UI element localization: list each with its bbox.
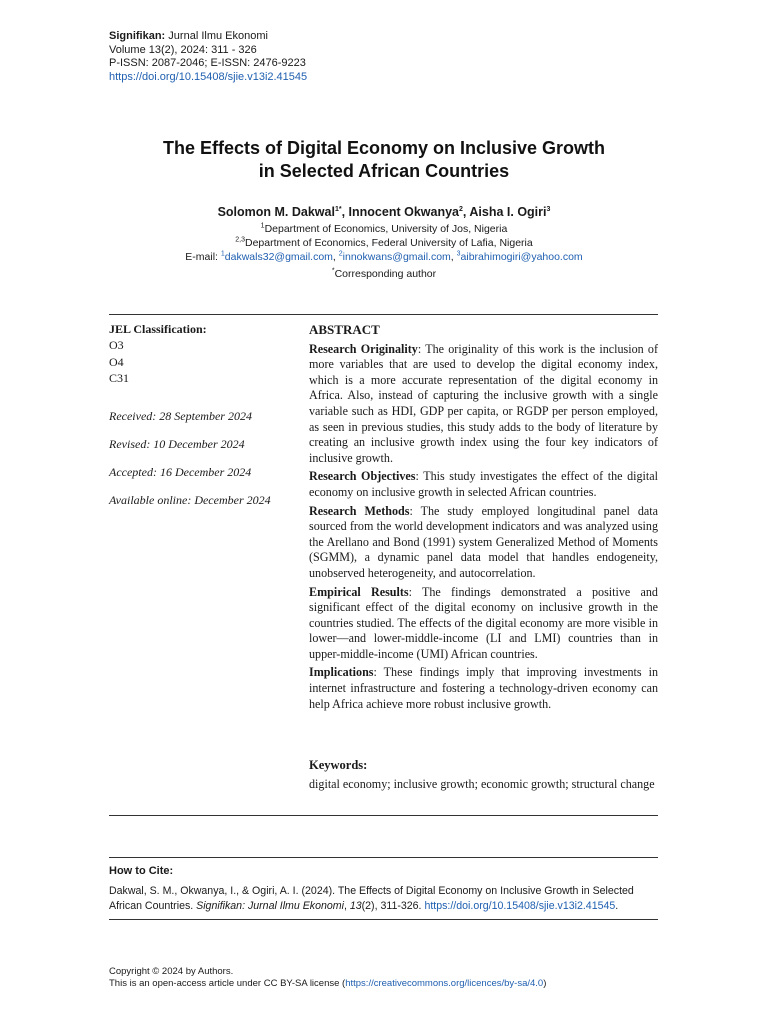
abstract-section	[309, 665, 658, 712]
citation-sep: ,	[343, 899, 350, 912]
citation-journal: Signifikan: Jurnal Ilmu Ekonomi	[196, 899, 344, 912]
jel-code: O4	[109, 354, 124, 369]
copyright-line: Copyright © 2024 by Authors.	[109, 966, 234, 977]
email-3-link[interactable]: aibrahimogiri@yahoo.com	[460, 251, 583, 263]
journal-name-line	[109, 30, 307, 44]
accepted-date: Accepted: 16 December 2024	[109, 465, 252, 479]
corresponding-sup: *	[331, 267, 335, 275]
copyright-block	[109, 966, 546, 990]
author-separator: ,	[462, 205, 470, 219]
email-3-sup: 3	[456, 250, 461, 258]
revised-date: Revised: 10 December 2024	[109, 437, 245, 451]
cite-top-divider	[109, 857, 658, 858]
affiliation-1	[0, 223, 768, 235]
section-text: : The findings demonstrated a positive and significant effect of the digital economy on inclusive growth in the countries studied. The effects of the digital economy are more visible in lower—and lower-middle-income (LI and LMI) countries than in upper-middle-income (UMI) African countries.	[309, 584, 658, 661]
section-label: Research Methods	[309, 503, 410, 518]
author-1-sup: 1*	[334, 205, 342, 213]
corresponding-note	[0, 268, 768, 280]
section-label: Implications	[309, 665, 374, 680]
abstract-bottom-divider	[109, 815, 658, 816]
author-2: Innocent Okwanya	[348, 205, 459, 219]
journal-name: Signifikan:	[109, 30, 166, 42]
corresponding-text: Corresponding author	[334, 268, 437, 280]
paper-title	[0, 137, 768, 183]
journal-doi-link[interactable]: https://doi.org/10.15408/sjie.v13i2.41545	[109, 70, 308, 83]
license-link[interactable]: https://creativecommons.org/licences/by-sa/4.0	[345, 978, 544, 989]
keywords-heading: Keywords:	[309, 758, 368, 772]
abstract-section	[309, 469, 658, 500]
jel-code: C31	[109, 371, 130, 385]
license-text: This is an open-access article under CC BY-SA license (	[109, 978, 346, 989]
citation-text	[109, 884, 661, 913]
jel-heading: JEL Classification:	[109, 322, 207, 336]
top-divider	[109, 314, 658, 315]
citation-pages: (2), 311-326.	[361, 899, 425, 912]
abstract-section	[309, 504, 658, 582]
affiliation-2-text: Department of Economics, Federal University of Lafia, Nigeria	[245, 237, 533, 249]
abstract-heading: ABSTRACT	[309, 322, 380, 337]
cite-heading: How to Cite:	[109, 865, 174, 877]
section-label: Research Originality	[309, 341, 418, 356]
section-text: : These findings imply that improving investments in internet infrastructure and fostering a technology-driven economy can help Africa achieve more robust inclusive growth.	[309, 665, 658, 711]
email-1-sup: 1	[220, 250, 225, 258]
citation-doi-link[interactable]: https://doi.org/10.15408/sjie.v13i2.41545	[424, 899, 616, 912]
section-label: Research Objectives	[309, 469, 416, 484]
email-line: E-mail: $^1$dakwals32@gmail.com, $^2$innokwans@gmail.com, $^3$aibrahimogiri@yahoo.com	[185, 250, 583, 263]
affiliation-1-sup: 1	[260, 222, 265, 230]
email-2-link[interactable]: innokwans@gmail.com	[342, 251, 451, 263]
journal-header	[109, 30, 307, 84]
keywords-text: digital economy; inclusive growth; economic growth; structural change	[309, 777, 655, 791]
journal-issn: P-ISSN: 2087-2046; E-ISSN: 2476-9223	[109, 57, 306, 69]
cite-bottom-divider	[109, 919, 658, 920]
online-date: Available online: December 2024	[109, 493, 271, 507]
jel-code: O3	[109, 338, 124, 352]
email-1-link[interactable]: dakwals32@gmail.com	[224, 251, 333, 263]
author-separator: ,	[341, 205, 349, 219]
citation-volume: 13	[349, 899, 362, 912]
section-text: : The study employed longitudinal panel data sourced from the world development indicators and was analyzed using the Arellano and Bond (1991) system Generalized Method of Moments (SGMM), a dynamic panel data model that handles endogeneity, unobserved heterogeneity, and autocorrelation.	[309, 503, 658, 580]
author-3-sup: 3	[546, 205, 551, 213]
citation-end: .	[615, 899, 619, 912]
abstract-section	[309, 585, 658, 663]
title-line-1: The Effects of Digital Economy on Inclusive Growth	[162, 138, 606, 158]
abstract	[309, 322, 658, 715]
section-text: : The originality of this work is the inclusion of more variables that are used to develop the digital economy index, which is a more accurate representation of the digital economy in Africa. Also, instead of capturing the inclusive growth with a single variable such as HDI, GDP per capita, or RGDP per person employed, as seen in previous studies, this study adds to the body of literature by creating an inclusive growth index using the four key indicators of inclusive growth.	[309, 341, 658, 465]
license-line	[109, 978, 546, 990]
section-label: Empirical Results	[309, 584, 409, 599]
email-label: E-mail:	[185, 251, 221, 263]
citation-main: Dakwal, S. M., Okwanya, I., & Ogiri, A. I. (2024). The Effects of Digital Economy on Inclusive Growth in Selected African Countries.	[109, 885, 634, 912]
journal-volume: Volume 13(2), 2024: 311 - 326	[109, 43, 257, 56]
section-text: : This study investigates the effect of the digital economy on inclusive growth in selected African countries.	[309, 469, 658, 499]
author-1: Solomon M. Dakwal	[217, 205, 335, 219]
article-info-column	[109, 322, 289, 507]
author-list	[0, 205, 768, 219]
title-line-2: in Selected African Countries	[258, 161, 510, 181]
email-2-sup: 2	[338, 250, 343, 258]
received-date: Received: 28 September 2024	[109, 409, 252, 423]
license-close: )	[543, 978, 547, 989]
author-2-sup: 2	[459, 205, 463, 213]
journal-subtitle: Jurnal Ilmu Ekonomi	[168, 30, 268, 42]
abstract-section	[309, 342, 658, 467]
affiliation-2	[0, 237, 768, 249]
author-3: Aisha I. Ogiri	[469, 205, 547, 219]
affiliation-2-sup: 2,3	[235, 236, 245, 244]
affiliation-1-text: Department of Economics, University of Jos, Nigeria	[264, 223, 508, 235]
